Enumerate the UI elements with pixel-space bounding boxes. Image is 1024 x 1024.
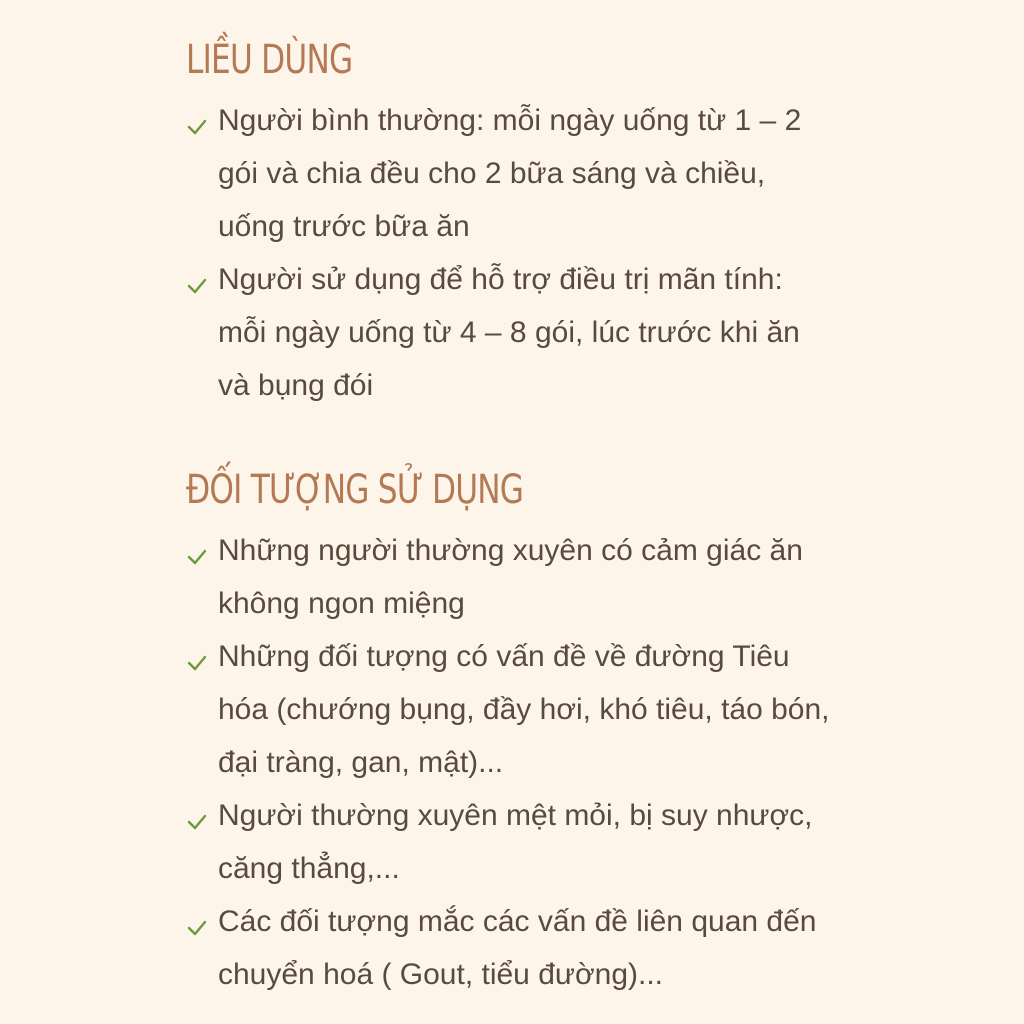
list-item (186, 94, 846, 253)
target-users-list (186, 524, 846, 1001)
target-users-heading: ĐỐI TƯỢNG SỬ DỤNG (186, 467, 524, 513)
list-item (186, 524, 846, 630)
target-item-text: Những người thường xuyên có cảm giác ăn không ngon miệng (218, 534, 803, 620)
list-item (186, 253, 846, 412)
check-icon (186, 795, 212, 835)
check-icon (186, 901, 212, 941)
dosage-section (186, 32, 846, 412)
list-item (186, 895, 846, 1001)
target-users-section (186, 462, 846, 1001)
dosage-item-text: Người sử dụng để hỗ trợ điều trị mãn tính: mỗi ngày uống từ 4 – 8 gói, lúc trước khi ăn và bụng đói (218, 263, 800, 402)
target-item-text: Những đối tượng có vấn đề về đường Tiêu hóa (chướng bụng, đầy hơi, khó tiêu, táo bón, đại tràng, gan, mật)... (218, 640, 830, 779)
target-item-text: Người thường xuyên mệt mỏi, bị suy nhược, căng thẳng,... (218, 799, 813, 885)
check-icon (186, 259, 212, 299)
check-icon (186, 100, 212, 140)
list-item (186, 789, 846, 895)
dosage-list (186, 94, 846, 412)
check-icon (186, 530, 212, 570)
check-icon (186, 636, 212, 676)
dosage-heading: LIỀU DÙNG (186, 37, 353, 83)
dosage-item-text: Người bình thường: mỗi ngày uống từ 1 – 2 gói và chia đều cho 2 bữa sáng và chiều, uống trước bữa ăn (218, 104, 802, 243)
target-item-text: Các đối tượng mắc các vấn đề liên quan đến chuyển hoá ( Gout, tiểu đường)... (218, 905, 817, 991)
list-item (186, 630, 846, 789)
